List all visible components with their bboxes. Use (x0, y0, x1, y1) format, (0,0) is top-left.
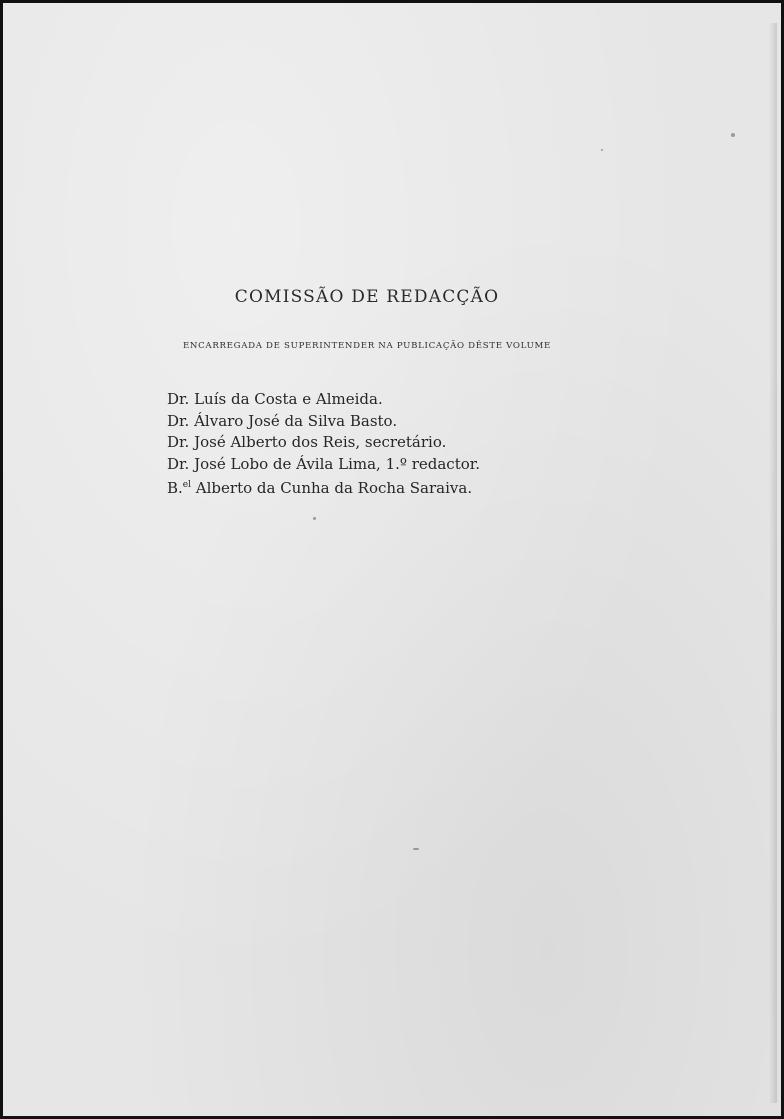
page-title: COMISSÃO DE REDACÇÃO (234, 287, 500, 307)
member-line: Dr. José Lobo de Ávila Lima, 1.º redactor. (167, 454, 481, 473)
paper-speck (731, 133, 735, 137)
paper-speck (413, 848, 419, 850)
paper-speck (313, 517, 316, 520)
page-subtitle: ENCARREGADA DE SUPERINTENDER NA PUBLICAÇÃO DÊSTE VOLUME (182, 341, 552, 351)
member-list (167, 389, 480, 500)
member-name: Alberto da Cunha da Rocha Saraiva. (191, 479, 473, 497)
member-title-superscript: el (182, 480, 192, 490)
paper-speck (601, 149, 603, 151)
member-title-prefix: B. (167, 479, 183, 497)
member-line: Dr. Luís da Costa e Almeida. (167, 390, 383, 408)
page-edge-shadow (769, 23, 777, 1103)
member-line (167, 475, 480, 500)
member-line: Dr. Álvaro José da Silva Basto. (167, 411, 398, 430)
member-line: Dr. José Alberto dos Reis, secretário. (167, 433, 447, 451)
